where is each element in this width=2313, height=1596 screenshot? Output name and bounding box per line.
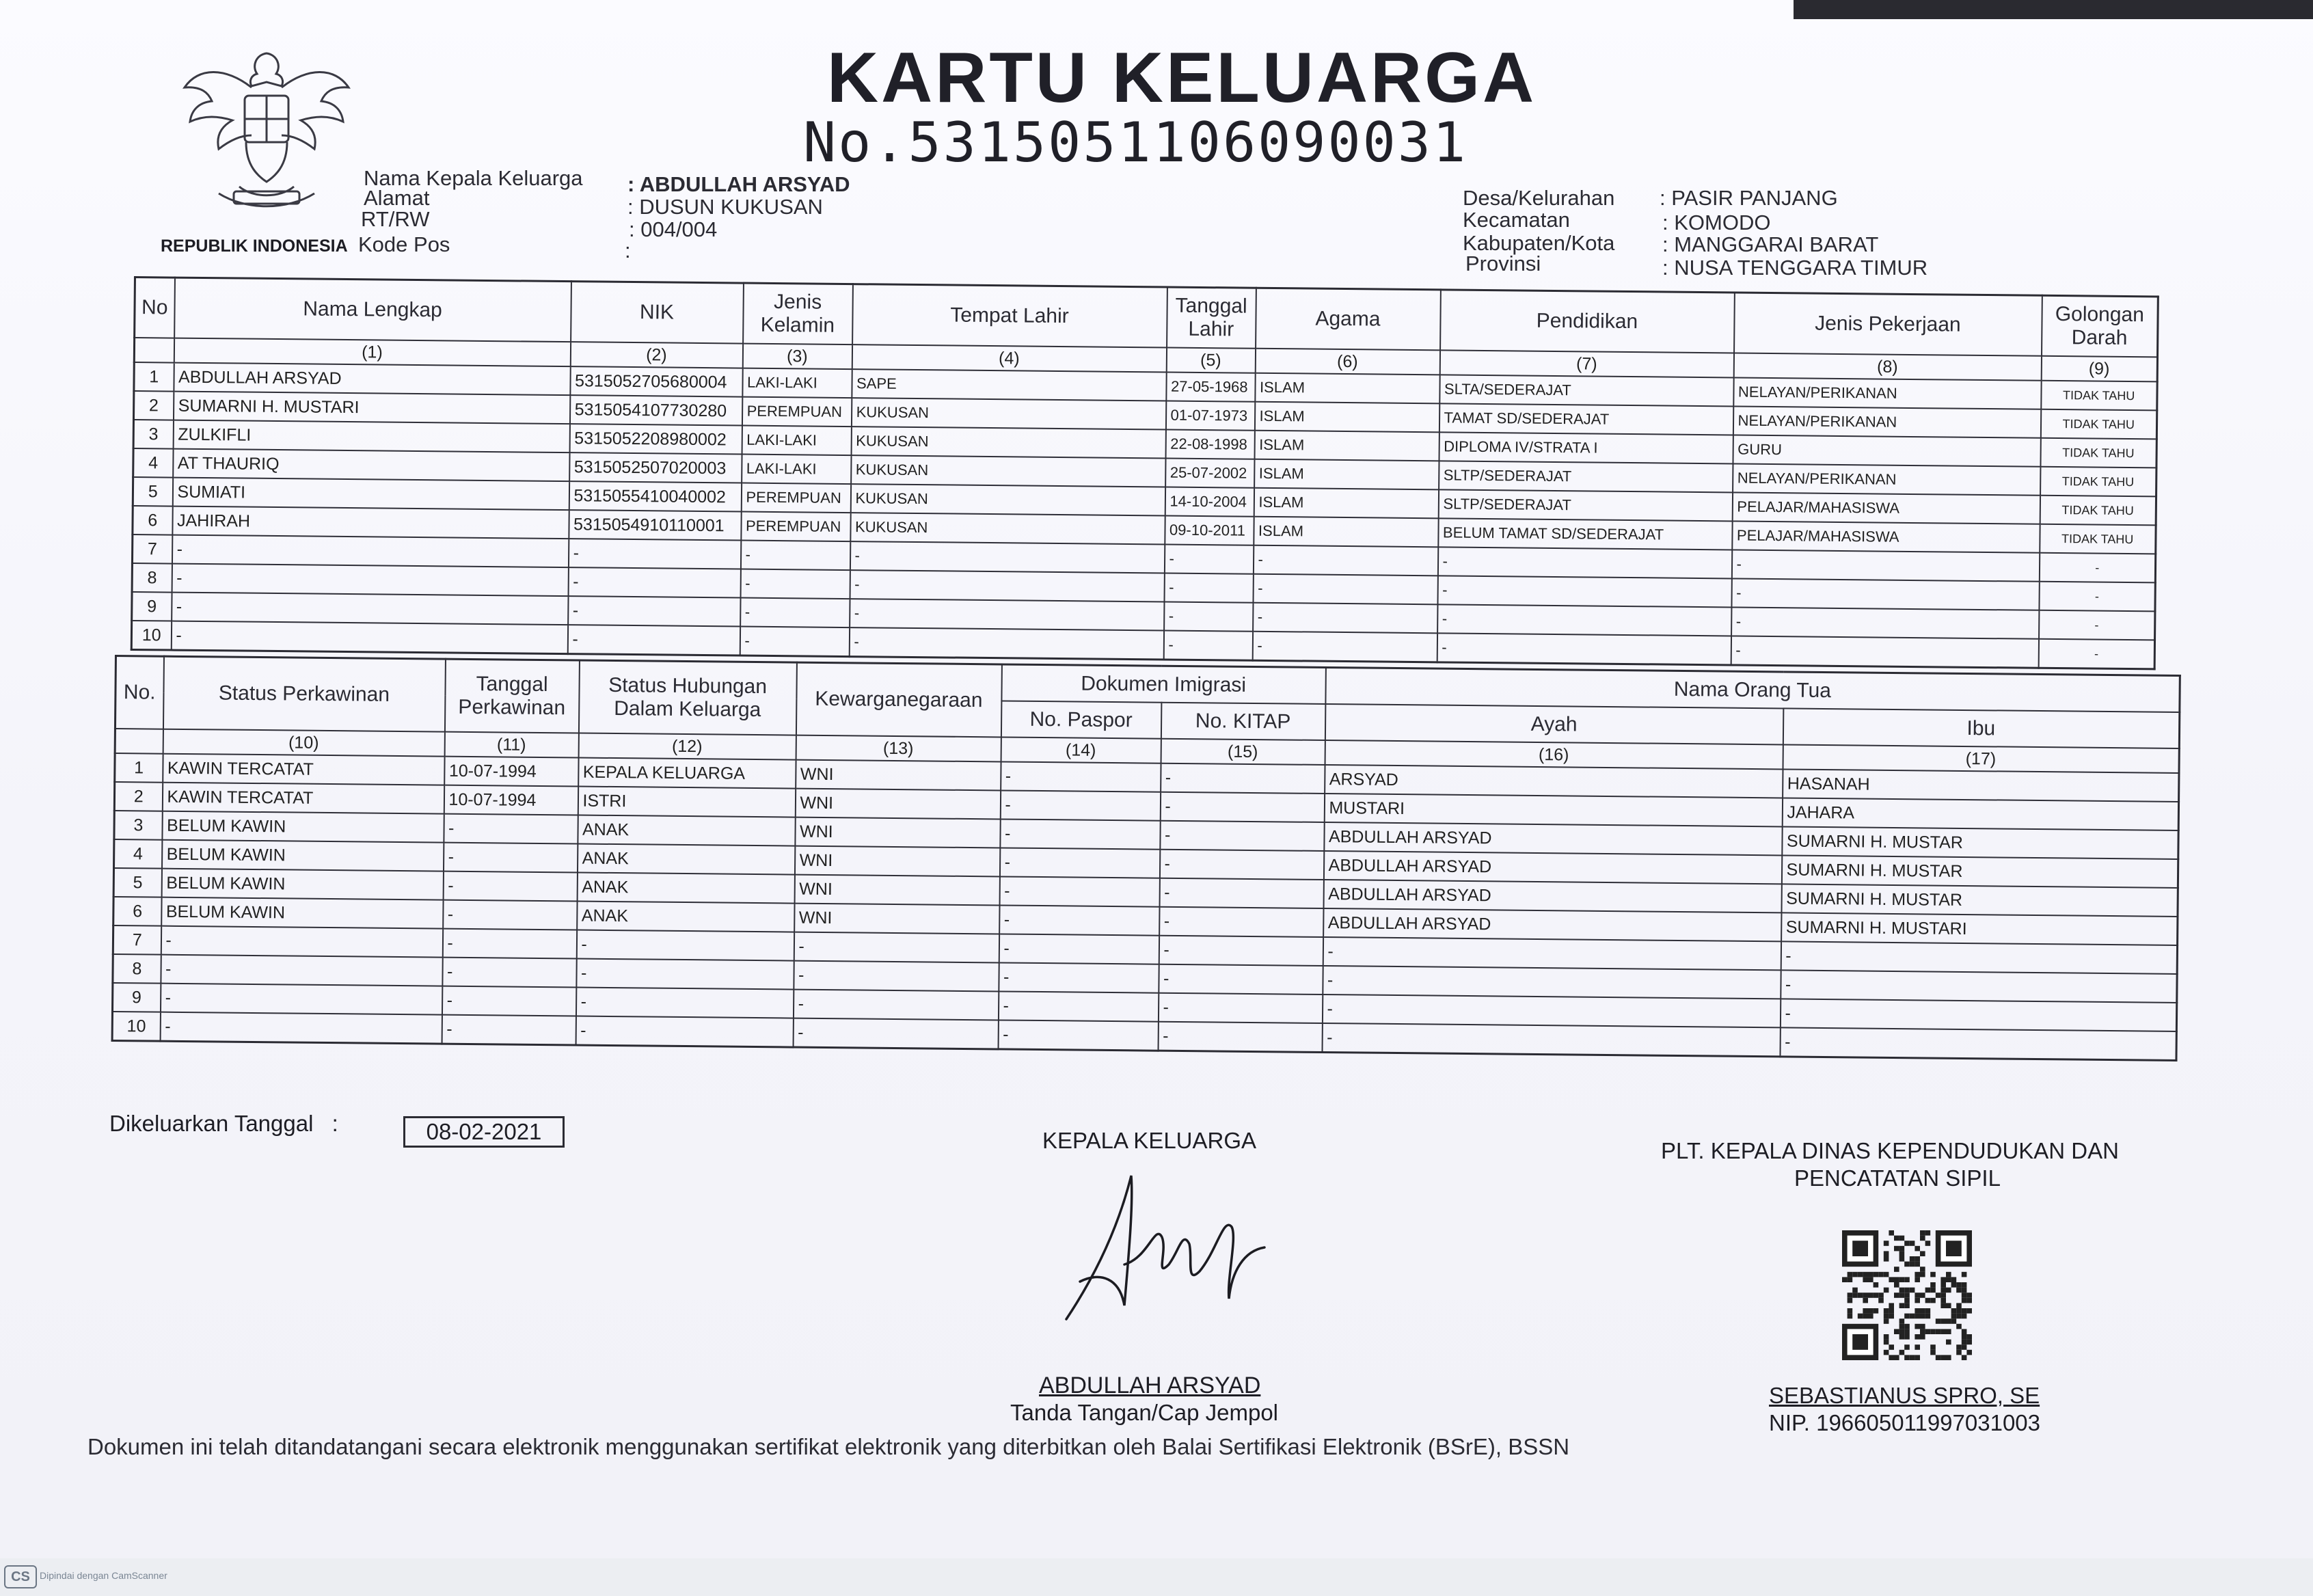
cell-nik: 5315052208980002 — [569, 424, 742, 454]
cell-no-kitap: - — [1159, 878, 1323, 908]
cell-pendidikan: SLTA/SEDERAJAT — [1439, 375, 1733, 406]
cell-ayah: ABDULLAH ARSYAD — [1323, 880, 1781, 912]
cell-status-hubungan: - — [576, 988, 793, 1018]
header-status-hubungan: Status Hubungan Dalam Keluarga — [578, 660, 796, 735]
cell-status-hubungan: - — [576, 930, 794, 961]
col-number: (8) — [1733, 353, 2041, 380]
header-no-kitap: No. KITAP — [1161, 703, 1325, 740]
cell-row-no: 8 — [132, 563, 172, 593]
cell-ayah: ABDULLAH ARSYAD — [1324, 822, 1782, 855]
cell-status-perkawinan: KAWIN TERCATAT — [162, 783, 444, 814]
cell-row-no: 1 — [134, 362, 174, 392]
cell-row-no: 10 — [131, 621, 171, 650]
cell-tempat-lahir: KUKUSAN — [851, 427, 1165, 458]
cell-agama: ISLAM — [1254, 431, 1439, 461]
cell-ibu: SUMARNI H. MUSTAR — [1781, 884, 2178, 917]
cell-row-no: 8 — [113, 954, 161, 984]
header-nik: NIK — [571, 282, 744, 344]
cell-jenis-kelamin: - — [740, 598, 850, 628]
cell-no-paspor: - — [999, 905, 1159, 935]
kepala-keluarga-label: KEPALA KELUARGA — [1042, 1128, 1257, 1153]
cell-status-hubungan: KEPALA KELUARGA — [578, 758, 796, 789]
cell-no-kitap: - — [1158, 993, 1322, 1023]
cell-ayah: - — [1323, 966, 1781, 999]
cell-tanggal-lahir: - — [1164, 573, 1253, 602]
cell-nama-lengkap: JAHIRAH — [172, 506, 569, 539]
cell-pendidikan: DIPLOMA IV/STRATA I — [1439, 432, 1733, 463]
cell-jenis-kelamin: PEREMPUAN — [742, 397, 851, 427]
cell-kewarganegaraan: - — [793, 990, 998, 1020]
cell-jenis-pekerjaan: - — [1731, 550, 2039, 581]
kepala-keluarga-name: ABDULLAH ARSYAD — [1039, 1372, 1261, 1398]
cell-row-no: 10 — [112, 1012, 160, 1041]
cell-golongan-darah: - — [2038, 639, 2154, 669]
qr-code-icon — [1811, 1230, 2003, 1367]
cell-nik: 5315052507020003 — [569, 452, 742, 483]
cell-kewarganegaraan: - — [794, 932, 999, 963]
cell-jenis-kelamin: LAKI-LAKI — [742, 368, 852, 398]
cell-status-perkawinan: KAWIN TERCATAT — [163, 754, 444, 785]
cell-agama: ISLAM — [1255, 373, 1439, 404]
cell-ibu: - — [1781, 941, 2177, 974]
cell-status-perkawinan: BELUM KAWIN — [162, 840, 444, 871]
cell-jenis-kelamin: LAKI-LAKI — [742, 455, 851, 485]
cell-pendidikan: TAMAT SD/SEDERAJAT — [1439, 403, 1733, 435]
cell-nama-lengkap: - — [172, 535, 568, 568]
cell-nik: 5315055410040002 — [569, 481, 741, 511]
cell-pendidikan: - — [1437, 604, 1731, 636]
cell-status-hubungan: - — [576, 959, 794, 990]
cell-no-kitap: - — [1159, 936, 1323, 966]
cell-row-no: 2 — [114, 782, 162, 811]
label-kode-pos: Kode Pos — [358, 232, 450, 256]
cell-tanggal-perkawinan: 10-07-1994 — [444, 785, 578, 815]
cell-pendidikan: BELUM TAMAT SD/SEDERAJAT — [1438, 518, 1732, 550]
cell-ibu: - — [1781, 970, 2177, 1003]
col-number: (17) — [1783, 744, 2179, 773]
official-nip: NIP. 196605011997031003 — [1769, 1410, 2040, 1435]
cell-tempat-lahir: KUKUSAN — [851, 455, 1165, 487]
cell-kewarganegaraan: - — [794, 961, 999, 992]
cell-golongan-darah: - — [2039, 610, 2155, 640]
cell-tanggal-perkawinan: - — [443, 900, 577, 930]
cell-jenis-pekerjaan: - — [1731, 607, 2039, 638]
header-dokumen-imigrasi: Dokumen Imigrasi — [1001, 664, 1325, 704]
header-no-paspor: No. Paspor — [1001, 701, 1161, 739]
cell-ayah: - — [1322, 995, 1780, 1027]
cell-tanggal-lahir: - — [1163, 630, 1252, 660]
header-no: No — [135, 278, 175, 338]
value-alamat: : DUSUN KUKUSAN — [627, 195, 823, 219]
label-alamat: Alamat — [364, 186, 430, 210]
kepala-keluarga-sub: Tanda Tangan/Cap Jempol — [1010, 1400, 1279, 1425]
cell-status-hubungan: ISTRI — [578, 787, 795, 817]
cell-tanggal-perkawinan: - — [442, 929, 576, 959]
col-number: (6) — [1255, 349, 1439, 375]
cell-golongan-darah: TIDAK TAHU — [2040, 496, 2156, 526]
value-desa: : PASIR PANJANG — [1660, 186, 1838, 210]
cell-row-no: 9 — [132, 592, 172, 621]
cell-agama: - — [1253, 545, 1437, 576]
cell-tanggal-perkawinan: - — [442, 1015, 576, 1045]
cell-ibu: - — [1780, 999, 2176, 1031]
cell-no-paspor: - — [999, 848, 1159, 878]
scan-shadow — [1794, 0, 2313, 19]
cell-golongan-darah: TIDAK TAHU — [2040, 409, 2156, 439]
cell-no-kitap: - — [1160, 821, 1324, 851]
cell-tanggal-lahir: - — [1164, 601, 1253, 631]
cell-no-kitap: - — [1160, 792, 1324, 822]
cell-nik: - — [568, 567, 740, 597]
cell-jenis-kelamin: - — [740, 627, 849, 657]
cell-golongan-darah: - — [2039, 582, 2155, 612]
cell-ayah: ABDULLAH ARSYAD — [1323, 851, 1781, 884]
cell-row-no: 5 — [113, 868, 161, 897]
cell-golongan-darah: TIDAK TAHU — [2041, 381, 2157, 411]
cell-nama-lengkap: ABDULLAH ARSYAD — [174, 363, 570, 396]
cell-tanggal-perkawinan: - — [443, 843, 577, 873]
cell-row-no: 7 — [132, 535, 172, 564]
camscanner-logo: CS — [4, 1565, 37, 1588]
cell-row-no: 3 — [133, 420, 173, 449]
cell-jenis-kelamin: PEREMPUAN — [741, 483, 850, 513]
cell-tanggal-perkawinan: - — [443, 871, 577, 902]
col-number: (13) — [796, 735, 1001, 762]
cell-status-hubungan: ANAK — [578, 815, 795, 846]
cell-row-no: 3 — [114, 811, 162, 840]
cell-nik: 5315054107730280 — [569, 395, 742, 425]
cell-kewarganegaraan: WNI — [794, 846, 999, 877]
header-pendidikan: Pendidikan — [1440, 290, 1735, 353]
cell-tempat-lahir: KUKUSAN — [850, 513, 1165, 544]
cell-row-no: 6 — [133, 506, 172, 535]
cell-pendidikan: - — [1437, 547, 1731, 578]
header-tempat-lahir: Tempat Lahir — [852, 284, 1167, 348]
cell-golongan-darah: TIDAK TAHU — [2040, 438, 2156, 468]
family-members-table — [131, 276, 2159, 670]
cell-row-no: 7 — [113, 925, 161, 955]
col-number: (5) — [1166, 348, 1255, 373]
header-nama-orang-tua: Nama Orang Tua — [1325, 668, 2180, 713]
cell-tempat-lahir: - — [850, 541, 1164, 573]
cell-status-perkawinan: - — [161, 955, 442, 986]
cell-agama: - — [1253, 603, 1437, 634]
cell-tempat-lahir: - — [850, 570, 1164, 601]
cell-pendidikan: - — [1437, 576, 1731, 607]
cell-pendidikan: SLTP/SEDERAJAT — [1438, 489, 1732, 521]
col-number: (9) — [2041, 356, 2157, 382]
col-number: (16) — [1325, 740, 1783, 769]
cell-nik: - — [568, 539, 740, 569]
cell-row-no: 9 — [112, 983, 160, 1012]
col-number-blank — [134, 338, 174, 363]
cell-tempat-lahir: - — [849, 627, 1163, 660]
header-ibu: Ibu — [1783, 709, 2179, 748]
cell-tanggal-lahir: 22-08-1998 — [1165, 429, 1254, 459]
value-nama-kepala: : ABDULLAH ARSYAD — [627, 172, 850, 196]
col-number-blank — [115, 729, 163, 754]
cell-ibu: SUMARNI H. MUSTARI — [1781, 912, 2178, 945]
cell-tanggal-perkawinan: - — [444, 814, 578, 844]
cell-status-hubungan: - — [576, 1016, 793, 1047]
cell-no-paspor: - — [1000, 790, 1160, 820]
cell-pendidikan: SLTP/SEDERAJAT — [1439, 461, 1733, 492]
cell-kewarganegaraan: WNI — [794, 904, 999, 934]
cell-jenis-pekerjaan: NELAYAN/PERIKANAN — [1733, 406, 2040, 437]
issued-date-label-text: Dikeluarkan Tanggal — [109, 1111, 314, 1136]
value-kecamatan: : KOMODO — [1662, 211, 1771, 234]
col-number: (11) — [444, 732, 578, 758]
label-desa: Desa/Kelurahan — [1463, 186, 1615, 210]
cell-row-no: 1 — [115, 753, 163, 783]
cell-agama: - — [1253, 574, 1437, 605]
cell-status-perkawinan: BELUM KAWIN — [162, 811, 444, 843]
cell-tanggal-lahir: 01-07-1973 — [1165, 401, 1254, 431]
cell-no-paspor: - — [999, 876, 1159, 906]
cell-jenis-pekerjaan: - — [1731, 578, 2039, 610]
camscanner-text: Dipindai dengan CamScanner — [40, 1570, 167, 1581]
kk-number: No.5315051106090031 — [803, 111, 1468, 174]
header-status-perkawinan: Status Perkawinan — [163, 656, 445, 731]
cell-ibu: JAHARA — [1782, 798, 2178, 830]
cell-status-hubungan: ANAK — [577, 844, 794, 875]
label-provinsi: Provinsi — [1465, 252, 1541, 275]
cell-agama: ISLAM — [1254, 459, 1439, 490]
col-number: (14) — [1001, 737, 1161, 763]
cell-tanggal-lahir: 25-07-2002 — [1165, 458, 1254, 487]
label-kecamatan: Kecamatan — [1463, 208, 1570, 232]
issued-date-value: 08-02-2021 — [403, 1116, 565, 1148]
header-tanggal-lahir: Tanggal Lahir — [1167, 287, 1256, 349]
cell-no-kitap: - — [1158, 1022, 1322, 1053]
cell-tanggal-perkawinan: 10-07-1994 — [444, 757, 578, 787]
cell-tempat-lahir: SAPE — [852, 369, 1166, 401]
cell-agama: - — [1252, 632, 1437, 662]
cell-golongan-darah: - — [2039, 553, 2155, 583]
official-title-line2: PENCATATAN SIPIL — [1794, 1165, 2001, 1191]
cell-ayah: ARSYAD — [1325, 765, 1783, 798]
cell-no-paspor: - — [998, 991, 1158, 1021]
header-nama-lengkap: Nama Lengkap — [174, 278, 571, 342]
cell-tempat-lahir: KUKUSAN — [850, 484, 1165, 515]
cell-ibu: HASANAH — [1783, 769, 2179, 802]
col-number: (15) — [1161, 739, 1325, 765]
col-number: (4) — [852, 344, 1166, 372]
cell-kewarganegaraan: WNI — [795, 817, 1000, 848]
cell-ibu: SUMARNI H. MUSTAR — [1782, 826, 2178, 859]
header-no: No. — [115, 656, 163, 729]
cell-row-no: 4 — [114, 839, 162, 869]
family-status-table — [111, 655, 2181, 1061]
header-agama: Agama — [1256, 288, 1441, 350]
cell-agama: ISLAM — [1254, 517, 1438, 547]
cell-nik: - — [568, 596, 740, 626]
cell-nama-lengkap: ZULKIFLI — [173, 420, 569, 453]
scanner-footer-bar — [0, 1558, 2313, 1596]
issued-date-colon: : — [332, 1111, 338, 1136]
official-title-line1: PLT. KEPALA DINAS KEPENDUDUKAN DAN — [1661, 1138, 2119, 1163]
cell-no-kitap: - — [1159, 964, 1323, 995]
cell-golongan-darah: TIDAK TAHU — [2040, 524, 2156, 554]
cell-jenis-pekerjaan: GURU — [1733, 435, 2040, 466]
official-name: SEBASTIANUS SPRO, SE — [1769, 1383, 2040, 1408]
cell-kewarganegaraan: WNI — [795, 789, 1000, 820]
cell-status-perkawinan: - — [160, 984, 442, 1015]
cell-status-perkawinan: BELUM KAWIN — [161, 869, 443, 900]
value-provinsi: : NUSA TENGGARA TIMUR — [1662, 256, 1928, 280]
cell-ayah: - — [1323, 937, 1781, 970]
col-number: (1) — [174, 338, 570, 367]
header-kewarganegaraan: Kewarganegaraan — [796, 662, 1001, 737]
cell-ayah: MUSTARI — [1324, 794, 1782, 826]
col-number: (7) — [1439, 350, 1733, 377]
cell-ibu: - — [1780, 1027, 2176, 1060]
cell-no-paspor: - — [998, 1020, 1158, 1051]
cell-agama: ISLAM — [1254, 402, 1439, 433]
cell-row-no: 2 — [133, 391, 173, 420]
signature-icon — [1053, 1162, 1271, 1340]
label-rt-rw: RT/RW — [361, 207, 430, 231]
cell-ayah: ABDULLAH ARSYAD — [1323, 908, 1781, 941]
cell-nama-lengkap: AT THAURIQ — [173, 449, 569, 482]
cell-nik: - — [567, 625, 740, 655]
cell-ayah: - — [1322, 1023, 1780, 1057]
cell-status-perkawinan: - — [160, 1012, 442, 1044]
header-jenis-kelamin: Jenis Kelamin — [743, 283, 853, 344]
cell-no-kitap: - — [1159, 850, 1323, 880]
col-number: (2) — [570, 342, 742, 368]
cell-tempat-lahir: - — [850, 599, 1164, 630]
header-golongan-darah: Golongan Darah — [2042, 295, 2159, 357]
cell-pendidikan: - — [1437, 633, 1731, 665]
cell-nik: 5315052705680004 — [570, 366, 742, 396]
cell-nik: 5315054910110001 — [569, 510, 741, 540]
cell-no-paspor: - — [1000, 819, 1160, 849]
cell-golongan-darah: TIDAK TAHU — [2040, 467, 2156, 497]
cell-no-kitap: - — [1161, 763, 1325, 794]
cell-kewarganegaraan: WNI — [794, 875, 999, 906]
cell-no-paspor: - — [999, 962, 1159, 992]
header-jenis-pekerjaan: Jenis Pekerjaan — [1734, 293, 2042, 356]
cell-jenis-kelamin: PEREMPUAN — [741, 512, 850, 542]
cell-tempat-lahir: KUKUSAN — [851, 398, 1165, 429]
col-number: (3) — [742, 344, 852, 370]
cell-status-hubungan: ANAK — [577, 902, 794, 932]
cell-jenis-pekerjaan: PELAJAR/MAHASISWA — [1732, 492, 2040, 524]
garuda-emblem-icon — [171, 40, 362, 224]
cell-status-hubungan: ANAK — [577, 873, 794, 904]
cell-ibu: SUMARNI H. MUSTAR — [1781, 855, 2178, 888]
cell-nama-lengkap: SUMIATI — [172, 478, 569, 511]
header-tanggal-perkawinan: Tanggal Perkawinan — [444, 659, 579, 733]
issued-date-label — [109, 1111, 338, 1137]
label-nama-kepala: Nama Kepala Keluarga — [364, 166, 583, 190]
electronic-signature-disclaimer: Dokumen ini telah ditandatangani secara elektronik menggunakan sertifikat elektronik yang diterbitkan oleh Balai Sertifikasi Elektronik (BSrE), BSSN — [87, 1434, 1570, 1459]
cell-nama-lengkap: - — [172, 564, 568, 597]
value-rt-rw: : 004/004 — [629, 217, 718, 241]
cell-kewarganegaraan: - — [793, 1018, 998, 1049]
cell-row-no: 5 — [133, 477, 172, 506]
cell-no-paspor: - — [999, 934, 1159, 964]
value-kode-pos: : — [625, 239, 631, 262]
cell-jenis-kelamin: LAKI-LAKI — [742, 426, 851, 456]
cell-nama-lengkap: SUMARNI H. MUSTARI — [173, 392, 569, 424]
cell-jenis-pekerjaan: NELAYAN/PERIKANAN — [1733, 377, 2041, 409]
cell-tanggal-lahir: 09-10-2011 — [1165, 515, 1254, 545]
page-title: KARTU KELUARGA — [827, 38, 1537, 118]
cell-jenis-pekerjaan: - — [1731, 636, 2038, 668]
cell-jenis-kelamin: - — [740, 569, 850, 599]
cell-jenis-pekerjaan: PELAJAR/MAHASISWA — [1732, 521, 2040, 552]
cell-row-no: 4 — [133, 448, 173, 478]
cell-agama: ISLAM — [1254, 488, 1438, 519]
cell-no-paspor: - — [1001, 761, 1161, 792]
cell-tanggal-lahir: 14-10-2004 — [1165, 487, 1254, 516]
cell-status-perkawinan: - — [161, 926, 442, 958]
republik-label: REPUBLIK INDONESIA — [161, 236, 348, 256]
cell-nama-lengkap: - — [172, 593, 568, 625]
cell-nama-lengkap: - — [171, 621, 567, 654]
cell-jenis-kelamin: - — [740, 541, 850, 571]
cell-status-perkawinan: BELUM KAWIN — [161, 897, 443, 929]
cell-kewarganegaraan: WNI — [796, 760, 1001, 791]
cell-tanggal-lahir: - — [1164, 544, 1253, 573]
cell-row-no: 6 — [113, 897, 161, 926]
label-kabupaten: Kabupaten/Kota — [1463, 231, 1615, 255]
cell-tanggal-perkawinan: - — [442, 986, 576, 1016]
cell-tanggal-perkawinan: - — [442, 958, 576, 988]
col-number: (12) — [578, 733, 796, 760]
header-ayah: Ayah — [1325, 704, 1783, 744]
col-number: (10) — [163, 729, 444, 757]
cell-jenis-pekerjaan: NELAYAN/PERIKANAN — [1733, 463, 2040, 495]
value-kabupaten: : MANGGARAI BARAT — [1662, 232, 1879, 256]
cell-no-kitap: - — [1159, 907, 1323, 937]
cell-tanggal-lahir: 27-05-1968 — [1166, 373, 1255, 402]
